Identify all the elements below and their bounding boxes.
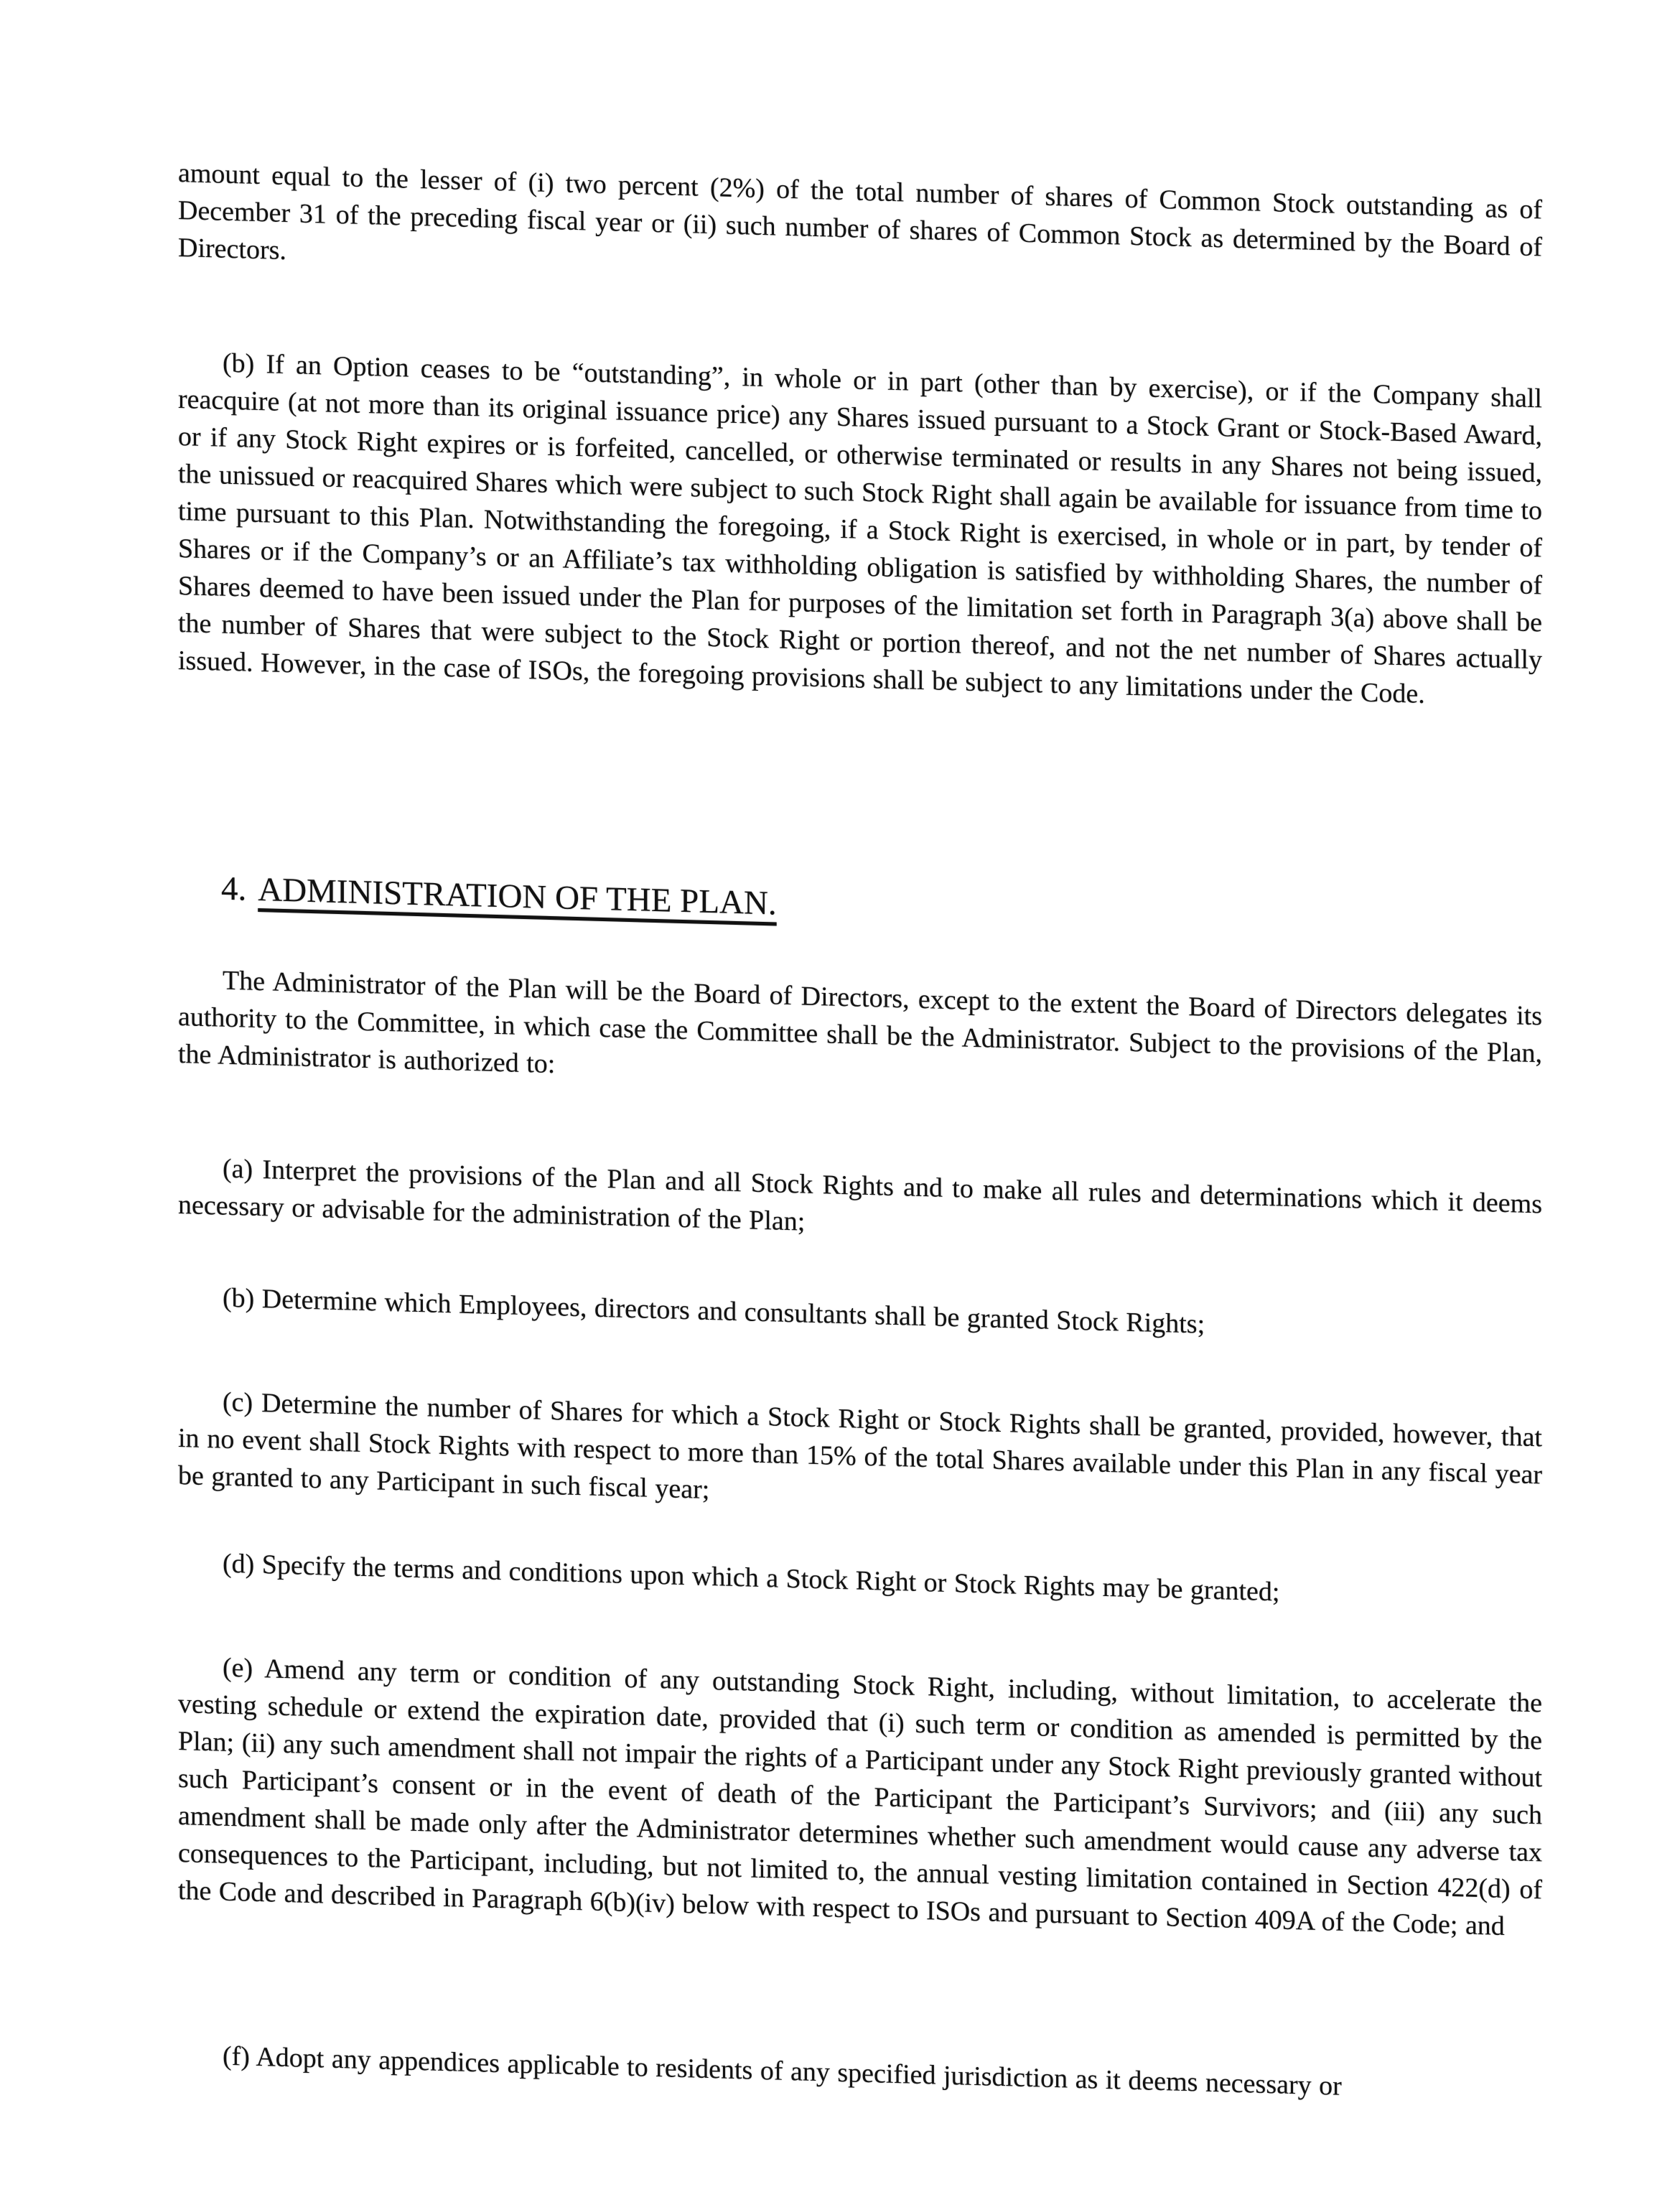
section-number: 4.	[221, 869, 247, 908]
paragraph-3b: (b) If an Option ceases to be “outstanding”, in whole or in part (other than by exercise), or if the Company shall reacquire (at not more than its original issuance price) any Shares issued pursuant to a Stock Grant or Stock-Based Award, or if any Stock Right expires or is forfeited, cancelled, or otherwise terminated or results in any Shares not being issued, the unissued or reacquired Shares which were subject to such Stock Right shall again be available for issuance from time to time pursuant to this Plan. Notwithstanding the foregoing, if a Stock Right is exercised, in whole or in part, by tender of Shares or if the Company’s or an Affiliate’s tax withholding obligation is satisfied by withholding Shares, the number of Shares deemed to have been issued under the Plan for purposes of the limitation set forth in Paragraph 3(a) above shall be the number of Shares that were subject to the Stock Right or portion thereof, and not the net number of Shares actually issued. However, in the case of ISOs, the foregoing provisions shall be subject to any limitations under the Code.	[178, 347, 1542, 709]
item-d-paragraph: (d) Specify the terms and conditions upon which a Stock Right or Stock Rights may be granted;	[223, 1548, 1280, 1608]
item-e-paragraph: (e) Amend any term or condition of any outstanding Stock Right, including, without limitation, to accelerate the vesting schedule or extend the expiration date, provided that (i) such term or condition as amended is permitted by the Plan; (ii) any such amendment shall not impair the rights of a Participant under any Stock Right previously granted without such Participant’s consent or in the event of death of the Participant the Participant’s Survivors; and (iii) any such amendment shall be made only after the Administrator determines whether such amendment would cause any adverse tax consequences to the Participant, including, but not limited to, the annual vesting limitation contained in Section 422(d) of the Code and described in Paragraph 6(b)(iv) below with respect to ISOs and pursuant to Section 409A of the Code; and	[178, 1652, 1542, 1942]
item-c-paragraph: (c) Determine the number of Shares for which a Stock Right or Stock Rights shall be granted, provided, however, that in no event shall Stock Rights with respect to more than 15% of the total Shares available under this Plan in any fiscal year be granted to any Participant in such fiscal year;	[178, 1386, 1542, 1506]
administrator-paragraph: The Administrator of the Plan will be the Board of Directors, except to the extent the Board of Directors delegates its authority to the Committee, in which case the Committee shall be the Administrator. Subject to the provisions of the Plan, the Administrator is authorized to:	[178, 965, 1542, 1080]
continuation-paragraph: amount equal to the lesser of (i) two percent (2%) of the total number of shares of Common Stock outstanding as of December 31 of the preceding fiscal year or (ii) such number of shares of Common Stock as determined by the Board of Directors.	[178, 158, 1542, 266]
item-b-paragraph: (b) Determine which Employees, directors and consultants shall be granted Stock Rights;	[223, 1282, 1205, 1340]
item-a-paragraph: (a) Interpret the provisions of the Plan and all Stock Rights and to make all rules and determinations which it deems necessary or advisable for the administration of the Plan;	[178, 1153, 1542, 1237]
page-content	[178, 154, 1542, 2197]
section-heading	[221, 869, 1585, 946]
section-title: ADMINISTRATION OF THE PLAN.	[258, 871, 777, 923]
item-f-paragraph: (f) Adopt any appendices applicable to residents of any specified jurisdiction as it deems necessary or	[223, 2040, 1342, 2102]
